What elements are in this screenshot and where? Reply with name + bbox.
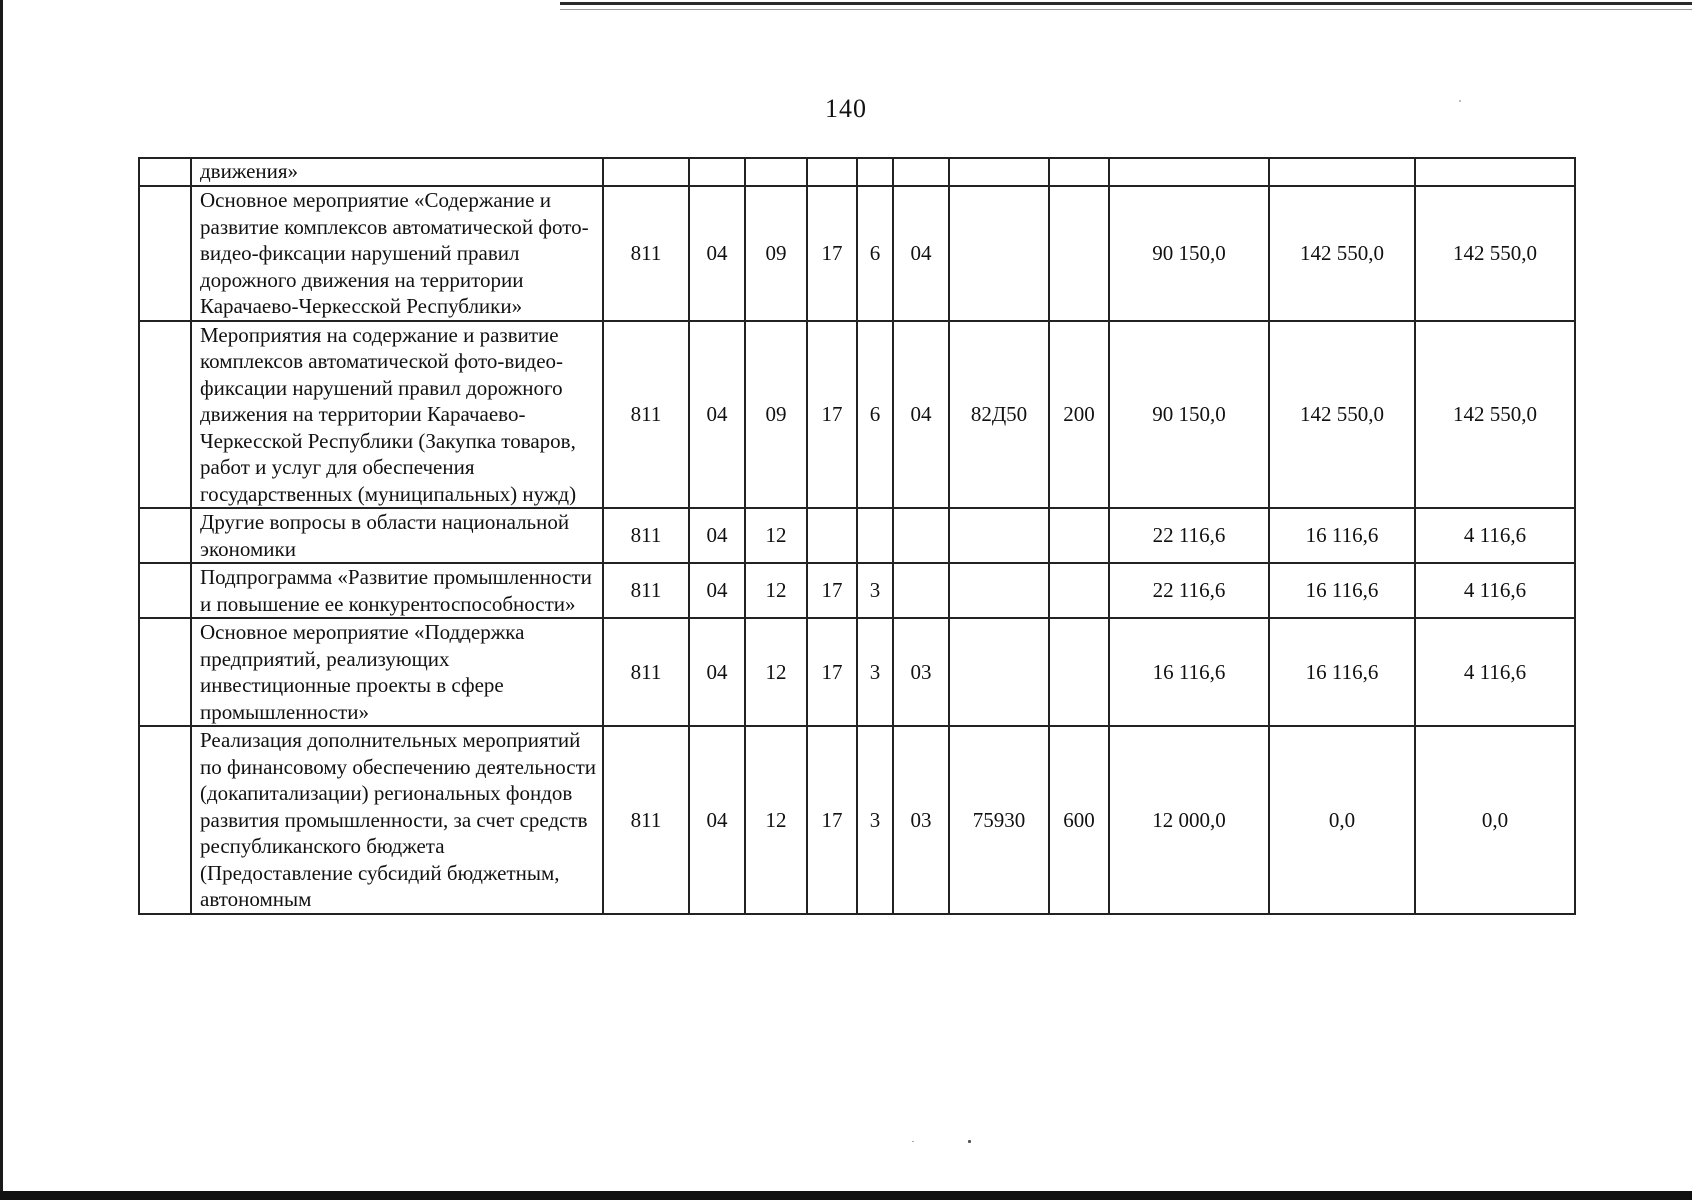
subsection-code: 12 bbox=[745, 563, 807, 618]
subprogram-code: 3 bbox=[857, 563, 893, 618]
activity-code bbox=[893, 508, 949, 563]
direction-code: 75930 bbox=[949, 726, 1049, 914]
direction-code bbox=[949, 186, 1049, 321]
table-row bbox=[139, 618, 1575, 726]
direction-code bbox=[949, 563, 1049, 618]
index-cell bbox=[139, 726, 191, 914]
page-number: 140 bbox=[825, 94, 867, 123]
program-code: 17 bbox=[807, 726, 857, 914]
amount-year-3 bbox=[1415, 158, 1575, 186]
program-code bbox=[807, 158, 857, 186]
activity-code bbox=[893, 158, 949, 186]
amount-year-1: 12 000,0 bbox=[1109, 726, 1269, 914]
scan-edge-top-thin bbox=[560, 9, 1692, 10]
budget-table bbox=[138, 157, 1576, 915]
subsection-code: 12 bbox=[745, 618, 807, 726]
expense-type-code bbox=[1049, 618, 1109, 726]
subprogram-code bbox=[857, 508, 893, 563]
amount-year-2: 16 116,6 bbox=[1269, 563, 1415, 618]
table-row bbox=[139, 726, 1575, 914]
subprogram-code: 6 bbox=[857, 186, 893, 321]
activity-code: 04 bbox=[893, 186, 949, 321]
expense-type-code: 600 bbox=[1049, 726, 1109, 914]
scan-edge-top bbox=[560, 2, 1692, 5]
subsection-code: 09 bbox=[745, 321, 807, 509]
amount-year-3: 4 116,6 bbox=[1415, 563, 1575, 618]
row-name: Мероприятия на содержание и развитие комплексов автоматической фото-видео-фиксации нарушений правил дорожного движения на территории Карачаево-Черкесской Республики (Закупка товаров, работ и услуг для обеспечения государственных (муниципальных) нужд) bbox=[191, 321, 603, 509]
activity-code bbox=[893, 563, 949, 618]
scan-edge-bottom bbox=[0, 1191, 1692, 1200]
subsection-code bbox=[745, 158, 807, 186]
index-cell bbox=[139, 158, 191, 186]
program-code: 17 bbox=[807, 321, 857, 509]
section-code: 04 bbox=[689, 321, 745, 509]
row-name: Реализация дополнительных мероприятий по финансовому обеспечению деятельности (докапитализации) региональных фондов развития промышленности, за счет средств республиканского бюджета (Предоставление субсидий бюджетным, автономным bbox=[191, 726, 603, 914]
program-code bbox=[807, 508, 857, 563]
direction-code bbox=[949, 618, 1049, 726]
amount-year-1: 22 116,6 bbox=[1109, 508, 1269, 563]
index-cell bbox=[139, 508, 191, 563]
table-row bbox=[139, 158, 1575, 186]
row-name: Основное мероприятие «Поддержка предприятий, реализующих инвестиционные проекты в сфере промышленности» bbox=[191, 618, 603, 726]
amount-year-1: 90 150,0 bbox=[1109, 321, 1269, 509]
row-name: Основное мероприятие «Содержание и развитие комплексов автоматической фото-видео-фиксации нарушений правил дорожного движения на территории Карачаево-Черкесской Республики» bbox=[191, 186, 603, 321]
amount-year-2: 16 116,6 bbox=[1269, 618, 1415, 726]
amount-year-1 bbox=[1109, 158, 1269, 186]
section-code: 04 bbox=[689, 508, 745, 563]
subprogram-code: 3 bbox=[857, 618, 893, 726]
subsection-code: 12 bbox=[745, 726, 807, 914]
subprogram-code: 6 bbox=[857, 321, 893, 509]
amount-year-1: 90 150,0 bbox=[1109, 186, 1269, 321]
ministry-code: 811 bbox=[603, 508, 689, 563]
scan-speck bbox=[1459, 100, 1461, 102]
expense-type-code: 200 bbox=[1049, 321, 1109, 509]
section-code: 04 bbox=[689, 563, 745, 618]
scan-edge-left bbox=[0, 0, 3, 1200]
amount-year-3: 4 116,6 bbox=[1415, 508, 1575, 563]
row-name: Другие вопросы в области национальной экономики bbox=[191, 508, 603, 563]
program-code: 17 bbox=[807, 186, 857, 321]
expense-type-code bbox=[1049, 186, 1109, 321]
row-name: Подпрограмма «Развитие промышленности и повышение ее конкурентоспособности» bbox=[191, 563, 603, 618]
amount-year-2: 142 550,0 bbox=[1269, 186, 1415, 321]
amount-year-2: 0,0 bbox=[1269, 726, 1415, 914]
amount-year-2: 142 550,0 bbox=[1269, 321, 1415, 509]
amount-year-3: 0,0 bbox=[1415, 726, 1575, 914]
amount-year-3: 142 550,0 bbox=[1415, 321, 1575, 509]
amount-year-3: 4 116,6 bbox=[1415, 618, 1575, 726]
scan-speck bbox=[968, 1140, 971, 1143]
amount-year-3: 142 550,0 bbox=[1415, 186, 1575, 321]
ministry-code: 811 bbox=[603, 186, 689, 321]
amount-year-1: 22 116,6 bbox=[1109, 563, 1269, 618]
activity-code: 04 bbox=[893, 321, 949, 509]
subsection-code: 09 bbox=[745, 186, 807, 321]
program-code: 17 bbox=[807, 563, 857, 618]
direction-code: 82Д50 bbox=[949, 321, 1049, 509]
index-cell bbox=[139, 321, 191, 509]
row-name: движения» bbox=[191, 158, 603, 186]
subsection-code: 12 bbox=[745, 508, 807, 563]
index-cell bbox=[139, 563, 191, 618]
amount-year-2 bbox=[1269, 158, 1415, 186]
section-code: 04 bbox=[689, 726, 745, 914]
table-row bbox=[139, 508, 1575, 563]
table-row bbox=[139, 563, 1575, 618]
subprogram-code bbox=[857, 158, 893, 186]
expense-type-code bbox=[1049, 158, 1109, 186]
ministry-code: 811 bbox=[603, 618, 689, 726]
ministry-code: 811 bbox=[603, 563, 689, 618]
ministry-code: 811 bbox=[603, 321, 689, 509]
table-row bbox=[139, 186, 1575, 321]
expense-type-code bbox=[1049, 563, 1109, 618]
subprogram-code: 3 bbox=[857, 726, 893, 914]
ministry-code: 811 bbox=[603, 726, 689, 914]
expense-type-code bbox=[1049, 508, 1109, 563]
section-code bbox=[689, 158, 745, 186]
program-code: 17 bbox=[807, 618, 857, 726]
section-code: 04 bbox=[689, 618, 745, 726]
scan-speck bbox=[912, 1141, 914, 1142]
table-row bbox=[139, 321, 1575, 509]
amount-year-1: 16 116,6 bbox=[1109, 618, 1269, 726]
ministry-code bbox=[603, 158, 689, 186]
activity-code: 03 bbox=[893, 618, 949, 726]
amount-year-2: 16 116,6 bbox=[1269, 508, 1415, 563]
index-cell bbox=[139, 618, 191, 726]
direction-code bbox=[949, 158, 1049, 186]
activity-code: 03 bbox=[893, 726, 949, 914]
section-code: 04 bbox=[689, 186, 745, 321]
index-cell bbox=[139, 186, 191, 321]
direction-code bbox=[949, 508, 1049, 563]
